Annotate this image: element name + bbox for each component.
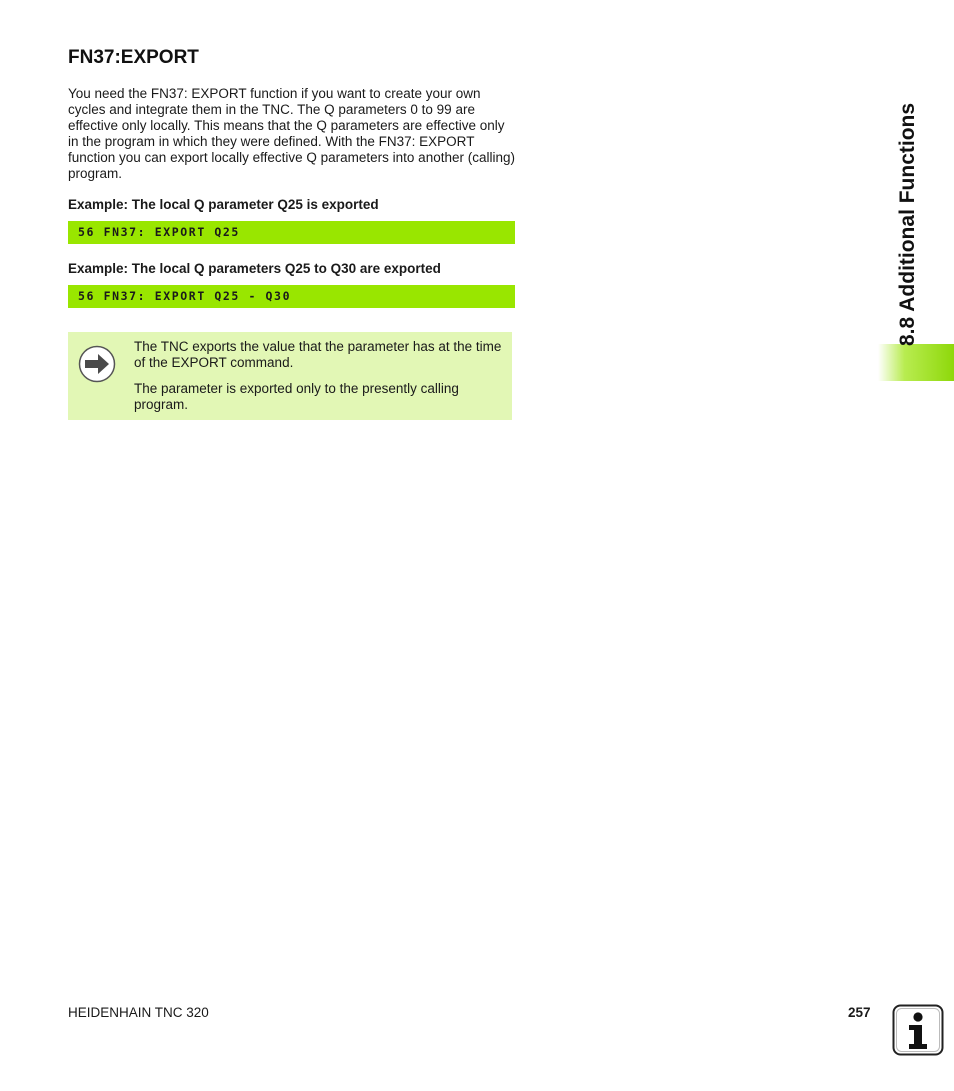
footer-product: HEIDENHAIN TNC 320 (68, 1005, 209, 1020)
example-label-2: Example: The local Q parameters Q25 to Q30 are exported (68, 261, 441, 276)
chapter-tab (878, 344, 954, 381)
code-block-2: 56 FN37: EXPORT Q25 - Q30 (68, 285, 515, 308)
note-text (134, 339, 504, 423)
note-paragraph-2: The parameter is exported only to the presently calling program. (134, 381, 459, 412)
code-block-1: 56 FN37: EXPORT Q25 (68, 221, 515, 244)
intro-paragraph: You need the FN37: EXPORT function if you want to create your own cycles and integrate them in the TNC. The Q parameters 0 to 99 are effective only locally. This means that the Q parameters are effective only in the program in which they were defined. With the FN37: EXPORT function you can export locally effective Q parameters into another (calling) program. (68, 86, 515, 181)
note-box (68, 332, 512, 420)
section-heading: FN37:EXPORT (68, 47, 199, 68)
info-icon (892, 1004, 944, 1056)
note-paragraph-1: The TNC exports the value that the parameter has at the time of the EXPORT command. (134, 339, 502, 370)
page-number: 257 (848, 1005, 871, 1020)
arrow-right-icon (78, 345, 116, 383)
chapter-title: 8.8 Additional Functions (896, 102, 919, 346)
example-label-1: Example: The local Q parameter Q25 is exported (68, 197, 379, 212)
